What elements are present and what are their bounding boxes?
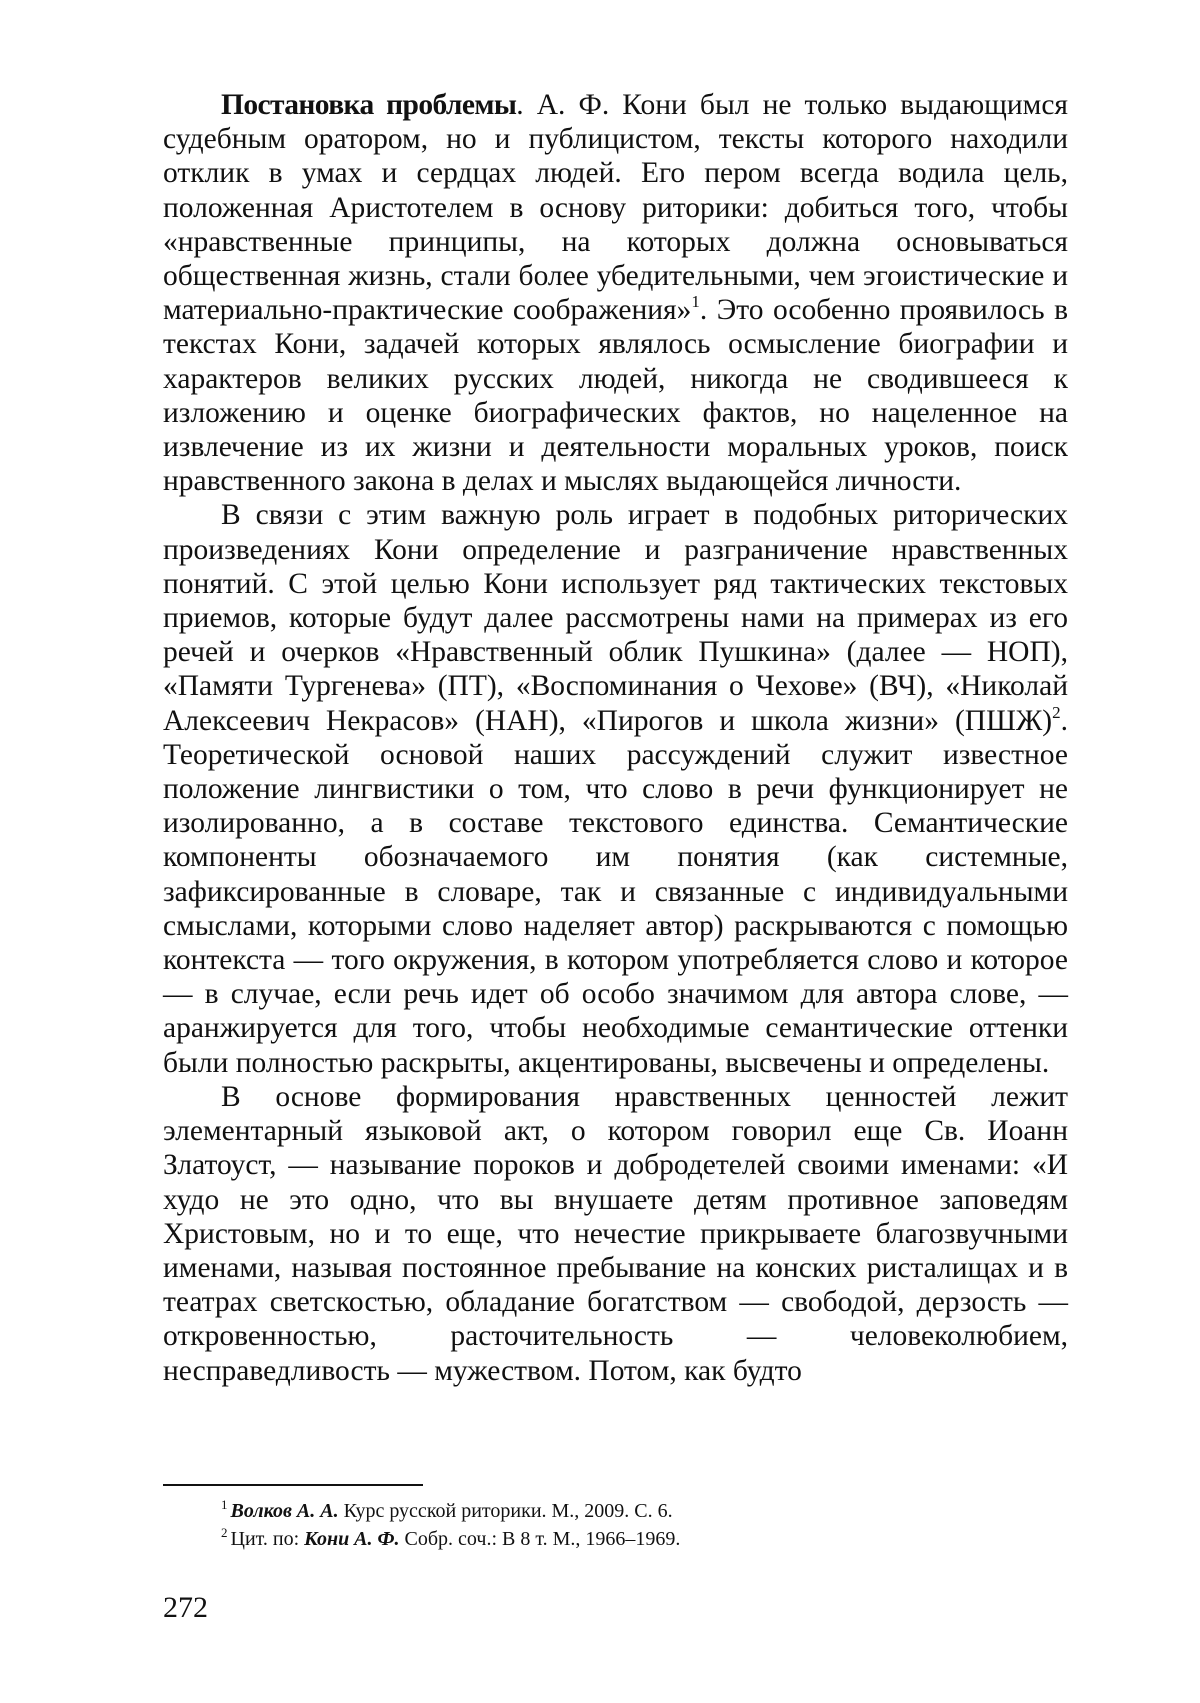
paragraph-2 xyxy=(163,498,1068,1079)
body-text xyxy=(163,88,1068,1388)
footnote-2-prefix: Цит. по: xyxy=(231,1528,305,1550)
paragraph-1-text-start: . А. Ф. Кони был не только выдающимся судебным оратором, но и публицистом, тексты которого нахо­дили отклик в умах и сердцах людей. Его пером всегда водила цель, положенная Аристотелем в основу риторики: добиться того, чтобы «нравственные принципы, на которых должна основы­ваться общественная жизнь, стали более убедительными, чем эгоистические и материально-практические соображения» xyxy=(163,89,1068,326)
footnote-2-number: 2 xyxy=(221,1525,228,1540)
footnote-divider xyxy=(163,1484,423,1486)
section-heading: Постановка проблемы xyxy=(221,89,516,121)
paragraph-2-text-end: . Теоретической основой наших рассуж­дений служит известное положение лингвистики о том, что слово в речи функционирует не изолированно, а в составе текстового единства. Семантические компоненты обозначаемого им понятия (как системные, зафиксированные в словаре, так и связанные с индивидуальными смыслами, которыми слово наделяет автор) раскрываются с помощью контекста — того окружения, в котором употребляется слово и которое — в случае, если речь идет об особо значимом для автора слове, — аранжируется для того, чтобы не­обходимые семантические оттенки были полностью раскрыты, акцентированы, высвечены и определены. xyxy=(163,705,1068,1079)
paragraph-1 xyxy=(163,88,1068,498)
footnote-2-text: Собр. соч.: В 8 т. М., 1966–1969. xyxy=(400,1528,681,1550)
paragraph-2-text-start: В связи с этим важную роль играет в подобных риторических произведениях Кони определение и разграничение нравствен­ных понятий. С этой целью Кони использует ряд тактических текстовых приемов, которые будут далее рассмотрены нами на примерах из его речей и очерков «Нравственный облик Пушки­на» (далее — НОП), «Памяти Тургенева» (ПТ), «Воспоминания о Чехове» (ВЧ), «Николай Алексеевич Некрасов» (НАН), «Пирогов и школа жизни» (ПШЖ) xyxy=(163,499,1068,736)
paragraph-1-text-end: . Это особенно проявилось в текстах Кони, задачей которых являлось осмысление биографии и характеров великих русских людей, никогда не сводившееся к изложению и оценке биографических фактов, но нацеленное на извлечение из их жизни и деятельности моральных уроков, поиск нравственного закона в делах и мыслях выдающейся личности. xyxy=(163,294,1068,497)
footnotes xyxy=(221,1497,1061,1553)
footnote-1-author: Волков А. А. xyxy=(231,1500,339,1522)
footnote-1 xyxy=(221,1497,1061,1525)
footnote-1-number: 1 xyxy=(221,1497,228,1512)
page-number: 272 xyxy=(163,1591,208,1625)
footnote-2-author: Кони А. Ф. xyxy=(304,1528,399,1550)
footnote-2 xyxy=(221,1525,1061,1553)
footnote-ref-1: 1 xyxy=(691,292,700,311)
footnote-ref-2: 2 xyxy=(1052,703,1061,722)
footnote-1-text: Курс русской риторики. М., 2009. С. 6. xyxy=(339,1500,673,1522)
paragraph-3-text: В основе формирования нравственных ценностей лежит элементарный языковой акт, о котором говорил еще Св. Иоанн Златоуст, — называние пороков и добродетелей своими именами: «И худо не это одно, что вы внушаете детям противное заповедям Христовым, но и то еще, что нечестие прикрываете благозвуч­ными именами, называя постоянное пребывание на конских ристалищах и в театрах светскостью, обладание богатством — сво­бодой, дерзость — откровенностью, расточительность — чело­веколюбием, несправедливость — мужеством. Потом, как будто xyxy=(163,1081,1068,1387)
paragraph-3 xyxy=(163,1080,1068,1388)
book-page xyxy=(0,0,1200,1703)
